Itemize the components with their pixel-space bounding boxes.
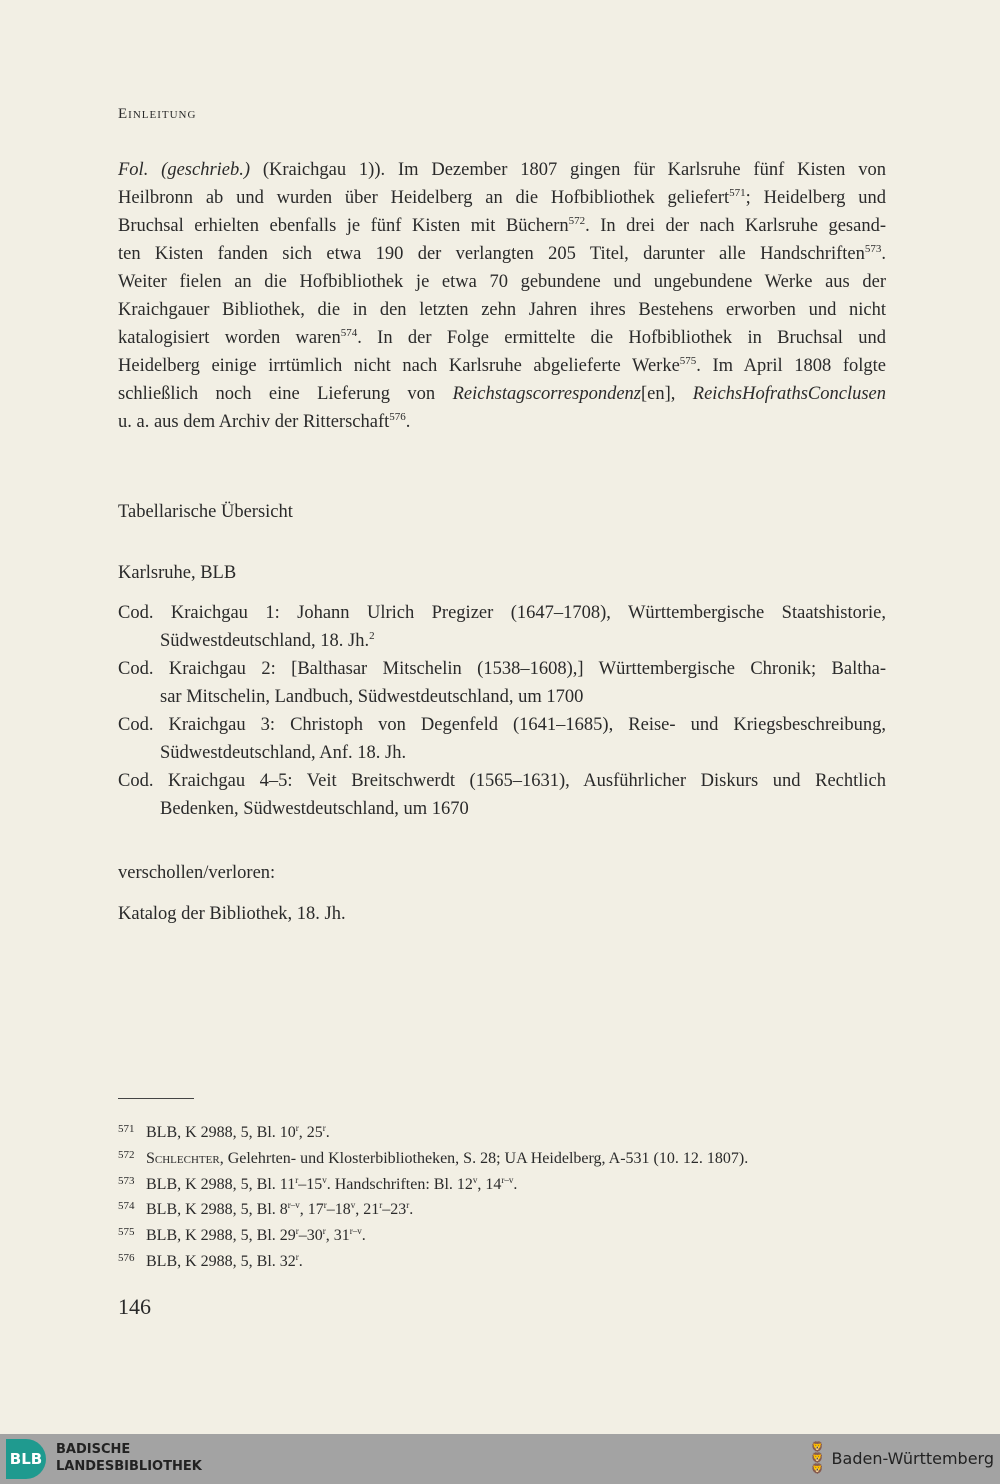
text-run: .	[325, 1124, 330, 1141]
blb-name-line2: LANDESBIBLIOTHEK	[56, 1459, 202, 1474]
text-run: u. a. aus dem Archiv der Ritterschaft	[118, 412, 390, 432]
text-run: , 14	[477, 1175, 502, 1193]
text-run: . In drei der nach Karlsruhe gesand-	[585, 216, 886, 236]
manuscript-entry-line	[118, 713, 886, 737]
manuscript-entry-line	[118, 601, 886, 625]
paragraph-line	[118, 158, 886, 182]
paragraph-line	[118, 270, 886, 294]
text-run: Südwestdeutschland, Anf. 18. Jh.	[160, 743, 407, 763]
footnote-ref: r	[295, 1174, 299, 1185]
footnote-ref: r–v	[349, 1226, 362, 1237]
footnote-number: 573	[118, 1174, 135, 1187]
footnote-number: 571	[118, 1123, 135, 1135]
running-head: Einleitung	[118, 106, 197, 122]
footer-bar	[0, 1434, 1000, 1484]
text-run: Südwestdeutschland, 18. Jh.	[160, 631, 370, 651]
bw-logo[interactable]	[811, 1442, 994, 1475]
manuscript-entry-line	[160, 797, 886, 821]
text-run: [en],	[640, 384, 693, 404]
overview-heading: Tabellarische Übersicht	[118, 502, 293, 522]
text-run: .	[881, 244, 886, 264]
footnote-number: 576	[118, 1252, 135, 1264]
paragraph-line	[118, 242, 886, 266]
text-run: –15	[298, 1175, 323, 1193]
text-run: , 17	[299, 1201, 324, 1219]
footnote-ref: r	[406, 1200, 410, 1211]
text-run: ; Heidelberg und	[745, 188, 886, 208]
paragraph-line	[118, 214, 886, 238]
text-run: .	[513, 1175, 518, 1193]
paragraph-line	[118, 326, 886, 350]
footnote-ref: 572	[568, 215, 586, 227]
text-run: BLB, K 2988, 5, Bl. 8	[146, 1201, 288, 1219]
footnote-ref: r–v	[501, 1174, 514, 1185]
footnote-number: 574	[118, 1200, 135, 1213]
text-run: .	[405, 412, 411, 432]
text-run: , 21	[355, 1201, 380, 1219]
footnote-ref: 576	[389, 411, 406, 423]
footnote-ref: 575	[679, 355, 697, 367]
footnote-ref: 2	[369, 630, 375, 642]
blb-logo[interactable]: BLB	[6, 1439, 46, 1479]
page-number: 146	[118, 1294, 151, 1319]
bw-label: Baden-Württemberg	[831, 1449, 994, 1468]
text-run: sar Mitschelin, Landbuch, Südwestdeutschland, um 1700	[160, 687, 584, 707]
footnote-ref: r	[295, 1252, 299, 1262]
manuscript-entry-line	[118, 657, 886, 681]
footnote-ref: r	[322, 1123, 326, 1133]
italic-text: Reichstagscorrespondenz	[452, 384, 641, 404]
footnote-ref: v	[322, 1174, 327, 1185]
footnote-ref: r	[379, 1200, 383, 1211]
text-run: Cod. Kraichgau 2: [Balthasar Mitschelin (1538–1608),] Württembergische Chronik; Baltha-	[118, 659, 886, 679]
footnote-number: 572	[118, 1148, 135, 1161]
text-run: , 31	[325, 1227, 350, 1245]
text-run: Cod. Kraichgau 1: Johann Ulrich Pregizer (1647–1708), Württembergische Staatshistorie,	[118, 603, 886, 623]
text-run: ten Kisten fanden sich etwa 190 der verlangten 205 Titel, darunter alle Handschriften	[118, 244, 865, 264]
footnote	[118, 1145, 748, 1169]
footnote	[118, 1171, 517, 1195]
paragraph-line	[118, 186, 886, 210]
footnote	[118, 1222, 366, 1246]
text-run: Kraichgauer Bibliothek, die in den letzten zehn Jahren ihres Bestehens erworben und nicht	[118, 300, 886, 320]
footnote-rule	[118, 1098, 194, 1099]
footnote	[118, 1119, 330, 1143]
text-run: , 25	[298, 1124, 323, 1141]
paragraph-line	[118, 354, 886, 378]
text-run: –23	[382, 1201, 407, 1219]
footnote	[118, 1248, 303, 1272]
footnote-number: 575	[118, 1226, 135, 1239]
text-run: (Kraichgau 1)). Im Dezember 1807 gingen für Karlsruhe fünf Kisten von	[250, 160, 886, 180]
text-run: schließlich noch eine Lieferung von	[118, 384, 453, 404]
text-run: BLB, K 2988, 5, Bl. 11	[146, 1175, 296, 1193]
text-run: . Im April 1808 folgte	[696, 356, 887, 376]
author-name: Schlechter	[146, 1149, 220, 1167]
paragraph-line	[118, 410, 886, 434]
text-run: BLB, K 2988, 5, Bl. 10	[146, 1124, 296, 1141]
text-run: –30	[298, 1227, 323, 1245]
blb-name[interactable]	[56, 1441, 202, 1475]
text-run: Heilbronn ab und wurden über Heidelberg an die Hofbibliothek geliefert	[118, 188, 730, 208]
blb-name-line1: BADISCHE	[56, 1442, 131, 1457]
lost-heading: verschollen/verloren:	[118, 863, 276, 883]
italic-text: ReichsHofrathsConclusen	[692, 384, 886, 404]
footnote-ref: v	[350, 1200, 356, 1211]
footnote-ref: 574	[340, 327, 358, 339]
paragraph-line	[118, 298, 886, 322]
footnote-ref: r	[295, 1226, 299, 1237]
lions-crest-icon: 🦁 🦁 🦁	[811, 1442, 824, 1475]
manuscript-entry-line	[160, 629, 886, 653]
italic-text: Fol. (geschrieb.)	[118, 160, 251, 180]
text-run: .	[409, 1201, 414, 1219]
manuscript-entry-line	[118, 769, 886, 793]
footnote-ref: r	[295, 1123, 299, 1133]
footnote	[118, 1196, 413, 1220]
footnote-ref: r	[322, 1226, 326, 1237]
text-run: . In der Folge ermittelte die Hofbibliothek in Bruchsal und	[357, 328, 886, 348]
text-run: .	[361, 1227, 366, 1245]
text-run: Cod. Kraichgau 3: Christoph von Degenfeld (1641–1685), Reise- und Kriegsbeschreibung,	[118, 715, 886, 735]
footnote-ref: 573	[864, 243, 882, 255]
text-run: Bedenken, Südwestdeutschland, um 1670	[160, 799, 469, 819]
lost-item: Katalog der Bibliothek, 18. Jh.	[118, 904, 346, 924]
footnote-ref: r	[323, 1200, 327, 1211]
footnote-ref: v	[472, 1174, 478, 1185]
text-run: Weiter fielen an die Hofbibliothek je etwa 70 gebundene und ungebundene Werke aus der	[118, 272, 886, 292]
text-run: katalogisiert worden waren	[118, 328, 341, 348]
paragraph-line	[118, 382, 886, 406]
text-run: Cod. Kraichgau 4–5: Veit Breitschwerdt (1565–1631), Ausführlicher Diskurs und Rechtlich	[118, 771, 886, 791]
text-run: , Gelehrten- und Klosterbibliotheken, S. 28; UA Heidelberg, A-531 (10. 12. 1807).	[219, 1149, 749, 1167]
footnote-ref: r–v	[287, 1200, 300, 1211]
text-run: BLB, K 2988, 5, Bl. 32	[146, 1253, 296, 1270]
text-run: . Handschriften: Bl. 12	[326, 1175, 473, 1193]
text-run: .	[298, 1253, 303, 1270]
manuscript-entry-line	[160, 685, 886, 709]
location-heading: Karlsruhe, BLB	[118, 563, 237, 583]
text-run: BLB, K 2988, 5, Bl. 29	[146, 1227, 296, 1245]
text-run: Heidelberg einige irrtümlich nicht nach Karlsruhe abgelieferte Werke	[118, 356, 680, 376]
manuscript-entry-line	[160, 741, 886, 765]
footnote-ref: 571	[729, 187, 746, 199]
text-run: Bruchsal erhielten ebenfalls je fünf Kisten mit Büchern	[118, 216, 569, 236]
text-run: –18	[326, 1201, 351, 1219]
